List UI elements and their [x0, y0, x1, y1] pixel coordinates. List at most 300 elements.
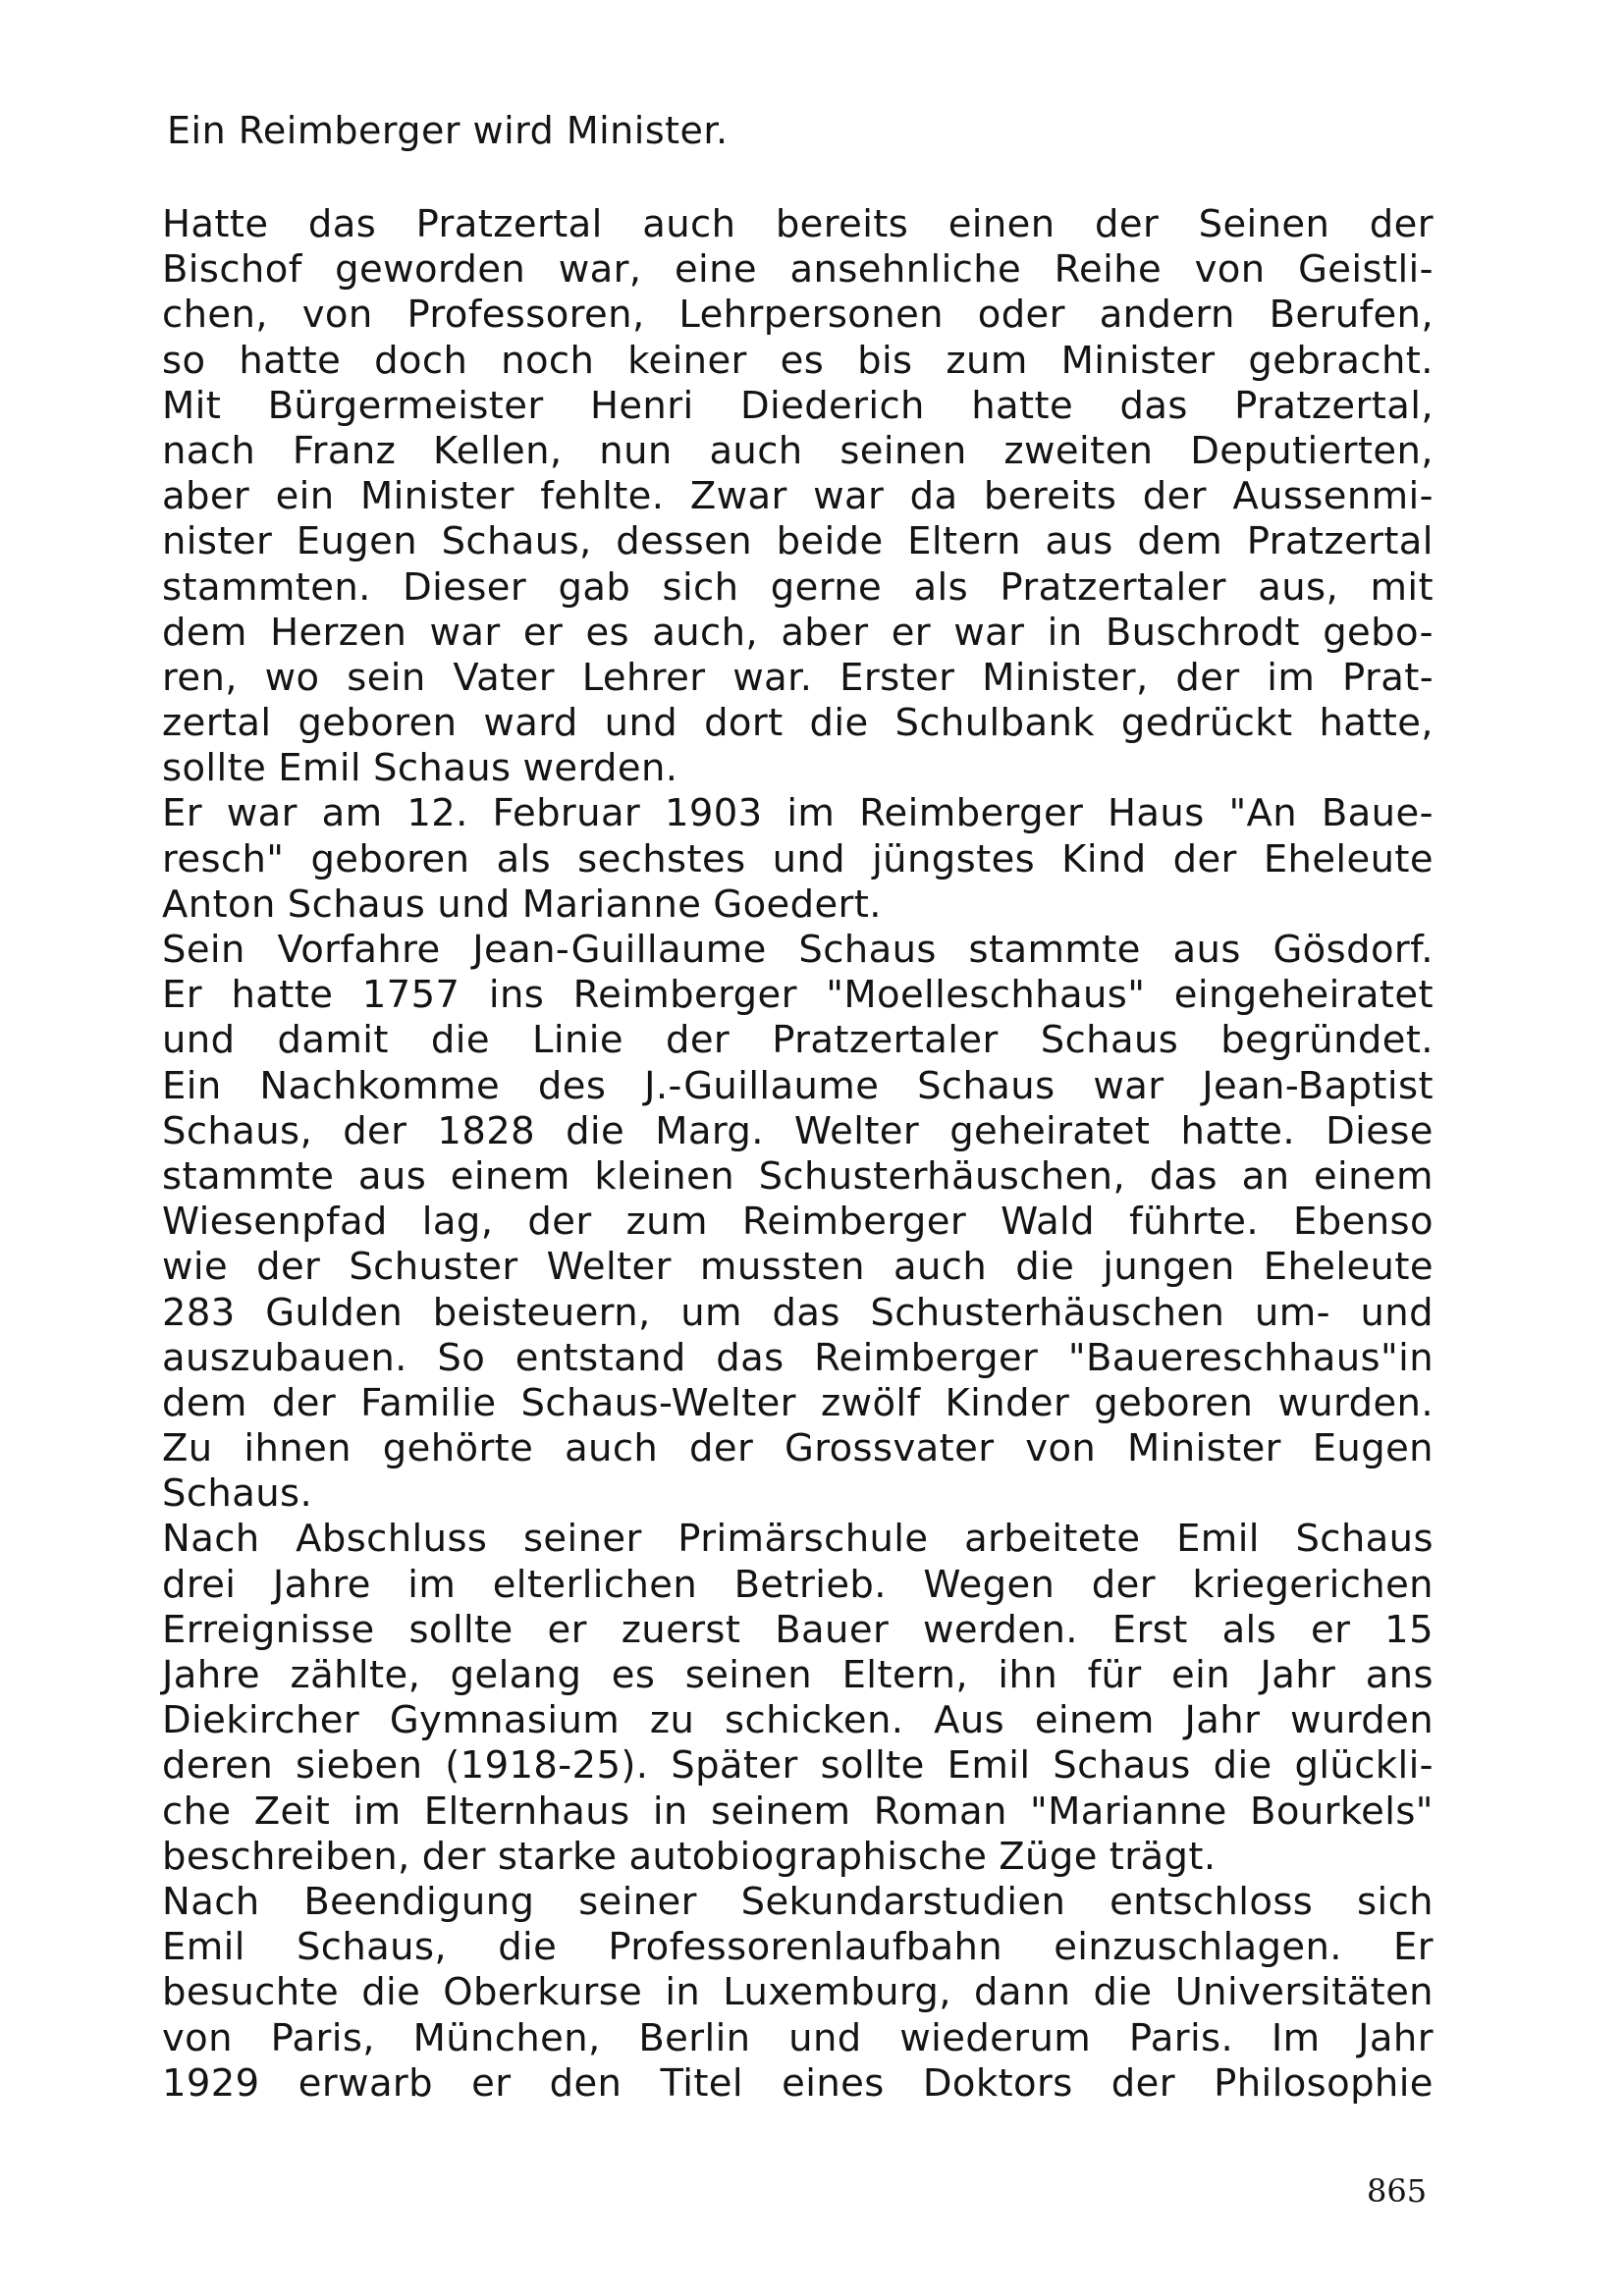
word: Oberkurse — [443, 1970, 643, 2015]
word: Wegen — [923, 1562, 1056, 1607]
word: noch — [501, 338, 595, 383]
word: Betrieb. — [733, 1562, 887, 1607]
word: die — [1213, 1743, 1272, 1789]
word: Doktors — [922, 2060, 1073, 2106]
word: entschloss — [1110, 1879, 1314, 1924]
word: wiederum — [899, 2015, 1092, 2060]
word: Berufen, — [1269, 293, 1434, 338]
word: 1929 — [162, 2060, 260, 2106]
text-line — [162, 837, 1434, 882]
word: war — [429, 610, 501, 655]
word: Paris, — [270, 2015, 375, 2060]
word: einem — [450, 1153, 570, 1199]
word: im — [786, 791, 836, 836]
word: Kellen, — [433, 428, 563, 473]
word: Nachkomme — [259, 1063, 501, 1108]
word: war — [1093, 1063, 1164, 1108]
word: war, — [558, 247, 642, 293]
word: es — [585, 610, 629, 655]
word: am — [321, 791, 383, 836]
word: keiner — [627, 338, 747, 383]
word: Schusterhäuschen — [870, 1290, 1225, 1335]
word: Emil — [947, 1743, 1031, 1789]
word: Reimberger — [859, 791, 1084, 836]
word: eingeheiratet — [1173, 973, 1434, 1018]
word: ren, — [162, 655, 238, 700]
word: als — [1221, 1607, 1277, 1652]
word: jüngstes — [872, 836, 1036, 881]
word: der — [271, 1380, 337, 1425]
word: einzuschlagen. — [1054, 1925, 1342, 1970]
text-line — [162, 611, 1434, 656]
word: wie — [162, 1245, 229, 1290]
word: von — [301, 293, 373, 338]
word: geheiratet — [949, 1108, 1151, 1153]
word: er — [1310, 1607, 1351, 1652]
word: J.-Guillaume — [644, 1063, 880, 1108]
word: die — [1093, 1970, 1153, 2015]
word: 1903 — [664, 791, 763, 836]
text-line — [162, 1925, 1434, 1970]
word: Jean-Guillaume — [472, 928, 767, 972]
word: glückli- — [1294, 1743, 1434, 1789]
word: das — [307, 202, 377, 246]
word: Schaus-Welter — [520, 1380, 796, 1425]
word: für — [1087, 1653, 1142, 1697]
word: ihnen — [244, 1426, 352, 1471]
text-line — [162, 1154, 1434, 1200]
word: Zwar — [689, 474, 787, 519]
word: hatte — [231, 973, 334, 1018]
word: Schaus — [1053, 1743, 1191, 1789]
word: Ebenso — [1293, 1200, 1434, 1245]
word: stammten. — [162, 564, 371, 610]
word: den — [549, 2060, 623, 2106]
word: zum — [625, 1200, 708, 1245]
word: Reimberger — [741, 1200, 967, 1245]
word: "Marianne — [1030, 1789, 1227, 1834]
word: Elternhaus — [423, 1789, 630, 1834]
text-line — [162, 656, 1434, 701]
text-line — [162, 293, 1434, 338]
word: zertal — [162, 701, 272, 746]
text-line — [162, 519, 1434, 564]
word: Emil — [1176, 1517, 1260, 1562]
word: Zu — [162, 1426, 213, 1471]
word: seiner — [522, 1517, 642, 1562]
text-line — [162, 791, 1434, 836]
word: in — [1047, 610, 1083, 655]
word: Beendigung — [303, 1879, 535, 1924]
word: dort — [704, 701, 784, 746]
word: zuerst — [621, 1607, 741, 1652]
word: einem — [1313, 1153, 1434, 1199]
word: Anton — [162, 881, 276, 927]
word: geboren — [1094, 1380, 1254, 1425]
word: Sekundarstudien — [740, 1879, 1066, 1924]
word: Goedert. — [713, 881, 882, 927]
word: Kinder — [945, 1380, 1070, 1425]
body-text — [162, 202, 1434, 2107]
word: ansehnliche — [789, 247, 1022, 293]
word: einem — [1034, 1698, 1155, 1743]
word: Gulden — [265, 1290, 404, 1335]
text-line — [162, 474, 1434, 519]
word: von — [1025, 1426, 1097, 1471]
text-line — [162, 1835, 1434, 1880]
word: hatte. — [1180, 1108, 1296, 1153]
word: der — [1175, 655, 1240, 700]
word: und — [772, 836, 846, 881]
word: Eugen — [1312, 1426, 1434, 1471]
word: der — [343, 1108, 407, 1153]
word: Grossvater — [784, 1426, 995, 1471]
word: er — [547, 1607, 587, 1652]
text-line — [162, 1245, 1434, 1290]
word: Nach — [162, 1517, 260, 1562]
word: sich — [1357, 1879, 1434, 1924]
text-line — [162, 1608, 1434, 1653]
word: dessen — [616, 519, 753, 564]
word: Diekircher — [162, 1698, 360, 1743]
word: che — [162, 1789, 232, 1834]
text-line — [162, 1064, 1434, 1109]
word: hatte — [239, 338, 342, 383]
word: war — [226, 791, 298, 836]
word: ward — [483, 701, 578, 746]
word: Ein — [162, 1063, 222, 1108]
word: werden. — [923, 1607, 1078, 1652]
word: Baue- — [1321, 791, 1434, 836]
word: trägt. — [1109, 1834, 1217, 1879]
word: Bischof — [162, 247, 302, 293]
word: Pratzertal, — [1234, 383, 1434, 428]
word: Reihe — [1054, 247, 1163, 293]
word: das — [1149, 1153, 1218, 1199]
word: Deputierten, — [1190, 428, 1434, 473]
word: nister — [162, 519, 273, 564]
word: Lehrpersonen — [678, 293, 944, 338]
word: es — [780, 338, 825, 383]
text-line — [162, 973, 1434, 1018]
word: lag, — [421, 1200, 494, 1245]
word: stammte — [162, 1153, 335, 1199]
text-line — [162, 1018, 1434, 1063]
word: Gymnasium — [389, 1698, 621, 1743]
text-line — [162, 1563, 1434, 1608]
word: kriegerichen — [1192, 1562, 1434, 1607]
word: die — [361, 1970, 421, 2015]
word: Diese — [1326, 1108, 1434, 1153]
word: der — [689, 1426, 754, 1471]
word: Bürgermeister — [267, 383, 544, 428]
word: kleinen — [594, 1153, 734, 1199]
text-line — [162, 1743, 1434, 1789]
word: sein — [347, 655, 426, 700]
word: Pratzertal — [415, 202, 603, 246]
word: Pratzertaler — [772, 1018, 999, 1063]
word: Wald — [1001, 1200, 1095, 1245]
word: sechstes — [577, 836, 746, 881]
word: Schaus, — [296, 1925, 448, 1970]
word: von — [162, 2015, 233, 2060]
word: Schaus — [1040, 1018, 1179, 1063]
word: deren — [162, 1743, 274, 1789]
word: der — [1369, 202, 1434, 246]
word: Er — [162, 973, 202, 1018]
word: Schaus — [917, 1063, 1056, 1108]
word: So — [437, 1335, 486, 1380]
word: wurden. — [1277, 1380, 1434, 1425]
word: der — [666, 1018, 731, 1063]
word: Vater — [453, 655, 555, 700]
word: Franz — [292, 428, 397, 473]
word: der — [1172, 836, 1237, 881]
page-title: Ein Reimberger wird Minister. — [167, 109, 729, 152]
word: Eltern, — [841, 1653, 968, 1697]
word: von — [1194, 247, 1266, 293]
word: Philosophie — [1214, 2060, 1434, 2106]
word: Roman — [873, 1789, 1007, 1834]
word: "Bauereschhaus"in — [1067, 1335, 1434, 1380]
word: Emil — [278, 746, 362, 791]
word: beide — [776, 519, 884, 564]
word: Marianne — [521, 881, 702, 927]
word: Jahr — [1260, 1653, 1336, 1697]
word: der — [256, 1245, 321, 1290]
word: elterlichen — [492, 1562, 698, 1607]
word: bis — [857, 338, 913, 383]
word: er — [471, 2060, 512, 2106]
word: 283 — [162, 1290, 236, 1335]
word: Abschluss — [296, 1517, 488, 1562]
word: seinen — [684, 1653, 813, 1697]
word: ein — [275, 474, 335, 519]
word: und — [437, 881, 511, 927]
word: doch — [374, 338, 468, 383]
word: hatte — [971, 383, 1074, 428]
word: war. — [732, 655, 813, 700]
word: entstand — [514, 1335, 686, 1380]
word: zu — [649, 1698, 695, 1743]
word: der — [527, 1200, 592, 1245]
word: Zeit — [253, 1789, 331, 1834]
word: hatte, — [1319, 701, 1434, 746]
word: seinem — [711, 1789, 851, 1834]
word: aus, — [1258, 564, 1339, 610]
word: schicken. — [725, 1698, 904, 1743]
text-line — [162, 1336, 1434, 1381]
word: sich — [662, 564, 739, 610]
word: Bourkels" — [1250, 1789, 1434, 1834]
word: Familie — [360, 1380, 497, 1425]
word: Luxemburg, — [723, 1970, 951, 2015]
word: "An — [1228, 791, 1298, 836]
word: im — [407, 1562, 457, 1607]
text-line — [162, 247, 1434, 293]
word: gelang — [450, 1653, 582, 1697]
text-line — [162, 384, 1434, 429]
word: Jahr — [1184, 1698, 1261, 1743]
word: der — [1142, 474, 1207, 519]
text-line — [162, 2016, 1434, 2061]
word: Professorenlaufbahn — [608, 1925, 1003, 1970]
text-line — [162, 1291, 1434, 1336]
word: Schaus, — [441, 519, 592, 564]
word: zählte, — [290, 1653, 421, 1697]
word: Buschrodt — [1105, 610, 1300, 655]
word: stammte — [968, 928, 1141, 972]
word: dem — [1137, 519, 1223, 564]
word: Paris. — [1128, 2015, 1234, 2060]
word: sieben — [296, 1743, 423, 1789]
word: "Moelleschhaus" — [826, 973, 1146, 1018]
word: als — [913, 564, 969, 610]
word: ins — [488, 973, 545, 1018]
word: Haus — [1108, 791, 1205, 836]
word: Schulbank — [894, 701, 1095, 746]
text-line — [162, 1471, 1434, 1517]
word: Linie — [532, 1018, 623, 1063]
word: eine — [674, 247, 758, 293]
word: Erster — [839, 655, 955, 700]
word: aber — [162, 474, 250, 519]
word: der — [1091, 1562, 1156, 1607]
page-number: 865 — [1367, 2172, 1428, 2210]
word: gebo- — [1323, 610, 1434, 655]
word: und — [1360, 1290, 1434, 1335]
word: die — [498, 1925, 558, 1970]
word: Diederich — [739, 383, 925, 428]
word: in — [652, 1789, 688, 1834]
word: Prat- — [1342, 655, 1434, 700]
word: zum — [946, 338, 1028, 383]
word: chen, — [162, 293, 268, 338]
word: geboren — [310, 836, 470, 881]
word: Emil — [162, 1925, 245, 1970]
word: Minister — [1060, 338, 1216, 383]
word: auch — [565, 1426, 659, 1471]
word: an — [1241, 1153, 1290, 1199]
word: gerne — [770, 564, 883, 610]
word: die — [430, 1018, 490, 1063]
word: Dieser — [403, 564, 527, 610]
word: Universitäten — [1174, 1970, 1434, 2015]
word: Schaus — [287, 881, 426, 927]
word: erwarb — [298, 2060, 433, 2106]
word: die — [1015, 1245, 1075, 1290]
word: und — [604, 701, 678, 746]
word: im — [352, 1789, 402, 1834]
word: Züge — [999, 1834, 1098, 1879]
word: geworden — [335, 247, 526, 293]
word: Welter — [793, 1108, 920, 1153]
word: damit — [277, 1018, 389, 1063]
word: resch" — [162, 836, 285, 881]
word: eines — [782, 2060, 885, 2106]
word: oder — [977, 293, 1065, 338]
word: Februar — [492, 791, 641, 836]
word: auszubauen. — [162, 1335, 407, 1380]
word: ihn — [998, 1653, 1058, 1697]
word: Erreignisse — [162, 1607, 375, 1652]
word: Erst — [1111, 1607, 1188, 1652]
word: Schuster — [349, 1245, 518, 1290]
word: im — [1267, 655, 1316, 700]
word: sollte — [162, 746, 267, 791]
word: Kind — [1061, 836, 1147, 881]
word: Wiesenpfad — [162, 1200, 388, 1245]
text-line — [162, 2061, 1434, 2107]
word: die — [809, 701, 869, 746]
word: München, — [412, 2015, 601, 2060]
text-line — [162, 1200, 1434, 1245]
word: Minister — [359, 474, 514, 519]
word: des — [537, 1063, 607, 1108]
word: auch — [642, 202, 736, 246]
word: einen — [947, 202, 1056, 246]
word: 1757 — [361, 973, 460, 1018]
word: Eltern — [907, 519, 1021, 564]
word: 12. — [406, 791, 468, 836]
word: Später — [671, 1743, 798, 1789]
word: das — [1119, 383, 1188, 428]
text-line — [162, 928, 1434, 973]
word: Reimberger — [572, 973, 797, 1018]
word: Welter — [546, 1245, 672, 1290]
word: gebracht. — [1248, 338, 1434, 383]
word: jungen — [1103, 1245, 1235, 1290]
text-line — [162, 1698, 1434, 1743]
word: bereits — [775, 202, 909, 246]
text-line — [162, 202, 1434, 247]
word: 1828 — [437, 1108, 536, 1153]
word: Titel — [660, 2060, 743, 2106]
word: Sein — [162, 928, 245, 972]
word: Reimberger — [814, 1335, 1039, 1380]
word: Seinen — [1198, 202, 1330, 246]
word: Aus — [934, 1698, 1005, 1743]
text-line — [162, 429, 1434, 474]
word: seinen — [839, 428, 967, 473]
word: fehlte. — [540, 474, 665, 519]
word: das — [772, 1290, 840, 1335]
word: arbeitete — [964, 1517, 1141, 1562]
word: aus — [1045, 519, 1113, 564]
text-line — [162, 746, 1434, 791]
word: Schaus — [798, 928, 937, 972]
word: Professoren, — [406, 293, 645, 338]
word: Jahr — [1358, 2015, 1434, 2060]
word: zwölf — [820, 1380, 921, 1425]
word: sollte — [820, 1743, 925, 1789]
word: er — [522, 610, 564, 655]
text-line — [162, 339, 1434, 384]
text-line — [162, 1517, 1434, 1562]
word: um — [680, 1290, 742, 1335]
word: war — [953, 610, 1025, 655]
text-line — [162, 701, 1434, 746]
word: wo — [264, 655, 320, 700]
word: mussten — [699, 1245, 865, 1290]
word: autobiographische — [628, 1834, 988, 1879]
text-line — [162, 1426, 1434, 1471]
word: Lehrer — [581, 655, 706, 700]
word: dann — [973, 1970, 1071, 2015]
text-line — [162, 1789, 1434, 1835]
text-line — [162, 1109, 1434, 1154]
word: war — [813, 474, 885, 519]
